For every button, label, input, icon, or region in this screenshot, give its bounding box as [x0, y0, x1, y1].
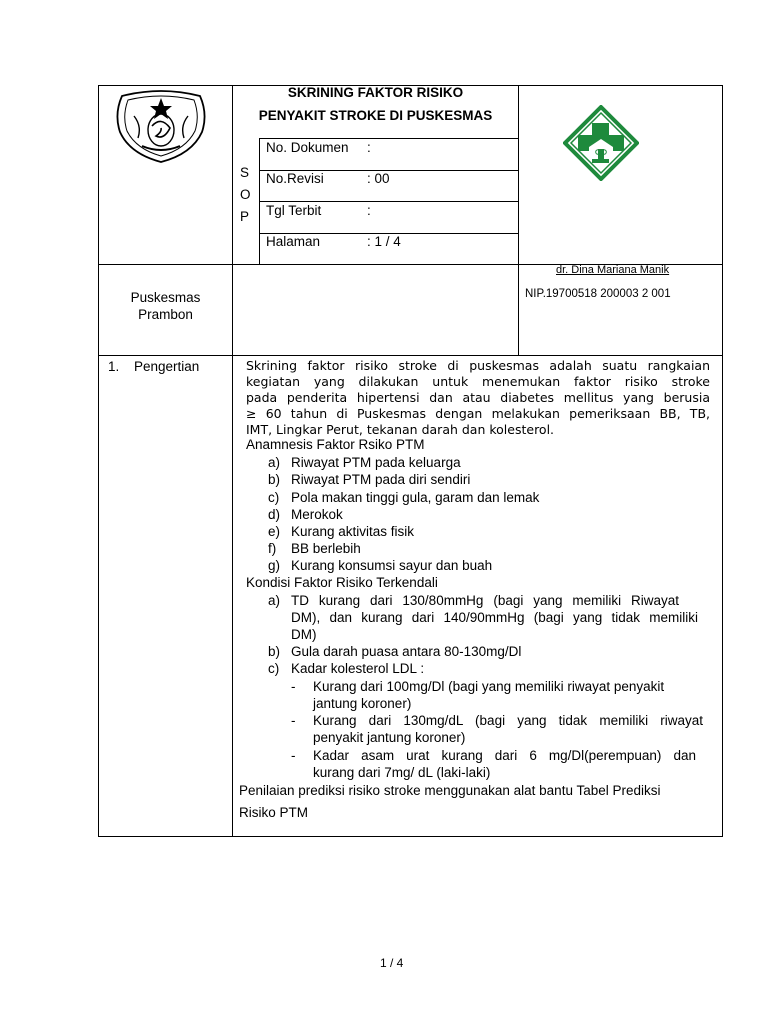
list-item: BB berlebih [291, 541, 361, 556]
intro-line: Skrining faktor risiko stroke di puskesmas adalah suatu rangkaian [246, 358, 710, 373]
document-title-line2: PENYAKIT STROKE DI PUSKESMAS [258, 108, 493, 123]
dash-marker: - [291, 713, 296, 728]
ldl-bullet-line: jantung koroner) [313, 696, 412, 711]
field-label-no-revisi: No.Revisi [266, 171, 324, 186]
closing-line: Risiko PTM [239, 805, 309, 820]
list-item: Gula darah puasa antara 80-130mg/Dl [291, 644, 522, 659]
unit-name-line1: Puskesmas [130, 290, 201, 305]
border-left [98, 85, 99, 837]
ldl-bullet-line: Kurang dari 100mg/Dl (bagi yang memiliki riwayat penyakit [313, 679, 665, 694]
document-title-line1: SKRINING FAKTOR RISIKO [287, 85, 464, 100]
list-item: Kurang aktivitas fisik [291, 524, 415, 539]
sop-letter: P [240, 209, 250, 224]
kondisi-a-line: DM), dan kurang dari 140/90mmHg (bagi yang tidak memiliki [291, 610, 698, 625]
list-marker: e) [268, 524, 281, 539]
list-marker: a) [268, 593, 281, 608]
closing-line: Penilaian prediksi risiko stroke menggunakan alat bantu Tabel Prediksi [239, 783, 661, 798]
list-marker: g) [268, 558, 281, 573]
field-label-no-dokumen: No. Dokumen [266, 140, 349, 155]
field-value-tgl-terbit: : [367, 203, 371, 218]
kondisi-heading: Kondisi Faktor Risiko Terkendali [246, 575, 438, 590]
intro-line: IMT, Lingkar Perut, tekanan darah dan kolesterol. [246, 422, 555, 437]
intro-line: kegiatan yang dilakukan untuk menemukan faktor risiko stroke [246, 374, 710, 389]
puskesmas-logo [563, 105, 639, 181]
dash-marker: - [291, 748, 296, 763]
list-item: Kurang konsumsi sayur dan buah [291, 558, 493, 573]
section-number: 1. [108, 359, 120, 374]
field-value-no-revisi: : 00 [367, 171, 390, 186]
list-marker: d) [268, 507, 281, 522]
field-value-no-dokumen: : [367, 140, 371, 155]
unit-name [99, 289, 232, 323]
sop-letter: O [240, 187, 251, 202]
list-item: Pola makan tinggi gula, garam dan lemak [291, 490, 540, 505]
list-item: Riwayat PTM pada keluarga [291, 455, 461, 470]
list-marker: f) [268, 541, 277, 556]
ldl-bullet-line: penyakit jantung koroner) [313, 730, 466, 745]
sop-letter: S [240, 165, 250, 180]
regency-emblem-logo [112, 86, 210, 166]
list-marker: b) [268, 644, 281, 659]
intro-line: ≥ 60 tahun di Puskesmas dengan melakukan pemeriksaan BB, TB, [246, 406, 710, 421]
list-marker: c) [268, 490, 280, 505]
field-value-halaman: : 1 / 4 [367, 234, 401, 249]
page-number: 1 / 4 [380, 956, 404, 970]
sop-divider [259, 138, 260, 265]
list-item: Kadar kolesterol LDL : [291, 661, 425, 676]
ldl-bullet-line: kurang dari 7mg/ dL (laki-laki) [313, 765, 491, 780]
list-marker: b) [268, 472, 281, 487]
column-divider-right [518, 85, 519, 356]
signatory-nip: NIP.19700518 200003 2 001 [525, 288, 671, 300]
column-divider [232, 85, 233, 837]
field-label-tgl-terbit: Tgl Terbit [266, 203, 322, 218]
anamnesis-heading: Anamnesis Faktor Rsiko PTM [246, 437, 425, 452]
field-label-halaman: Halaman [266, 234, 321, 249]
unit-name-line2: Prambon [138, 307, 193, 322]
intro-line: pada penderita hipertensi dan atau diabetes mellitus yang berusia [246, 390, 710, 405]
signatory-name: dr. Dina Mariana Manik [556, 264, 670, 276]
ldl-bullet-line: Kadar asam urat kurang dari 6 mg/Dl(perempuan) dan [313, 748, 696, 763]
ldl-bullet-line: Kurang dari 130mg/dL (bagi yang tidak memiliki riwayat [313, 713, 703, 728]
list-marker: c) [268, 661, 280, 676]
list-item: Merokok [291, 507, 343, 522]
dash-marker: - [291, 679, 296, 694]
border-bottom [98, 836, 723, 837]
kondisi-a-line: TD kurang dari 130/80mmHg (bagi yang memiliki Riwayat [291, 593, 679, 608]
border-right [722, 85, 723, 837]
list-marker: a) [268, 455, 281, 470]
kondisi-a-line: DM) [291, 627, 317, 642]
border-sign-bottom [98, 355, 723, 356]
section-label: Pengertian [134, 359, 200, 374]
list-item: Riwayat PTM pada diri sendiri [291, 472, 471, 487]
